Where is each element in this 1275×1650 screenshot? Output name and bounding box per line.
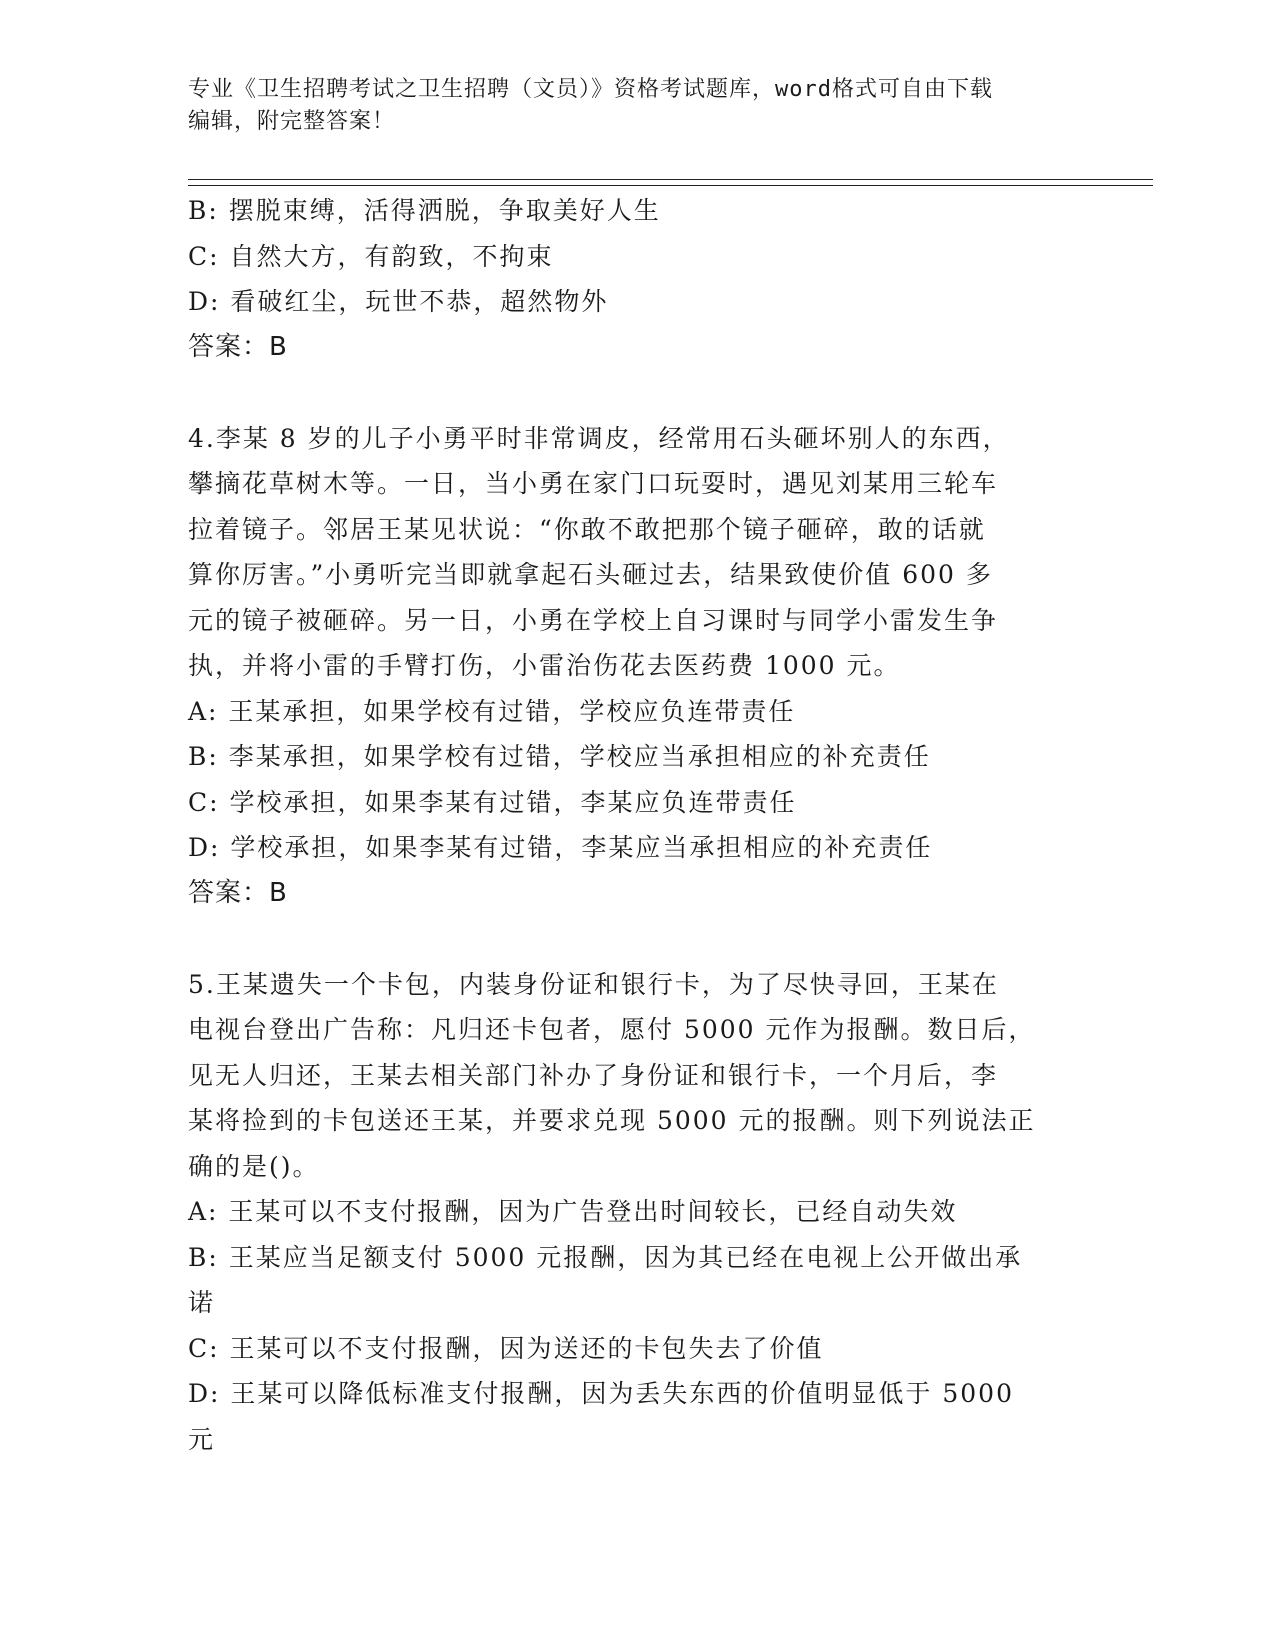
q4-option-d: D: 学校承担，如果李某有过错，李某应当承担相应的补充责任 <box>188 833 933 862</box>
q5-option-b-continued: 诺 <box>188 1288 216 1317</box>
q5-option-b: B: 王某应当足额支付 5000 元报酬，因为其已经在电视上公开做出承 <box>188 1242 1023 1272</box>
q4-answer: 答案：B <box>188 877 288 908</box>
spacer <box>188 370 1078 416</box>
header-line-1: 专业《卫生招聘考试之卫生招聘（文员）》资格考试题库，word格式可自由下载 <box>188 77 993 102</box>
question-content <box>188 188 1078 1462</box>
question-5 <box>188 962 1078 1463</box>
q4-stem-line: 算你厉害。”小勇听完当即就拿起石头砸过去，结果致使价值 600 多 <box>188 560 993 589</box>
q3-option-c: C: 自然大方，有韵致，不拘束 <box>188 241 554 271</box>
q5-option-c: C: 王某可以不支付报酬，因为送还的卡包失去了价值 <box>188 1333 824 1363</box>
q5-stem-line: 某将捡到的卡包送还王某，并要求兑现 5000 元的报酬。则下列说法正 <box>188 1106 1036 1135</box>
q5-stem-line: 确的是()。 <box>188 1151 320 1181</box>
q5-option-d-continued: 元 <box>188 1424 216 1454</box>
q5-option-d: D: 王某可以降低标准支付报酬，因为丢失东西的价值明显低于 5000 <box>188 1379 1014 1408</box>
q4-option-a: A: 王某承担，如果学校有过错，学校应负连带责任 <box>188 696 796 726</box>
q5-stem-line: 见无人归还，王某去相关部门补办了身份证和银行卡，一个月后，李 <box>188 1060 999 1090</box>
q5-stem-line: 电视台登出广告称：凡归还卡包者，愿付 5000 元作为报酬。数日后， <box>188 1015 1036 1044</box>
q5-stem-line: 5.王某遗失一个卡包，内装身份证和银行卡，为了尽快寻回，王某在 <box>188 969 999 999</box>
q4-stem-line: 拉着镜子。邻居王某见状说：“你敢不敢把那个镜子砸碎，敢的话就 <box>188 514 986 544</box>
q3-answer: 答案：B <box>188 331 288 362</box>
q4-stem-line: 元的镜子被砸碎。另一日，小勇在学校上自习课时与同学小雷发生争 <box>188 605 999 635</box>
q4-stem-line: 4.李某 8 岁的儿子小勇平时非常调皮，经常用石头砸坏别人的东西， <box>188 423 1010 453</box>
header-rule-bottom <box>188 185 1153 186</box>
document-header <box>188 74 1068 138</box>
header-line-2: 编辑，附完整答案！ <box>188 109 396 134</box>
spacer <box>188 916 1078 962</box>
q3-option-b: B: 摆脱束缚，活得洒脱，争取美好人生 <box>188 196 661 225</box>
q4-option-b: B: 李某承担，如果学校有过错，学校应当承担相应的补充责任 <box>188 742 931 771</box>
q4-option-c: C: 学校承担，如果李某有过错，李某应负连带责任 <box>188 787 797 817</box>
q4-stem-line: 攀摘花草树木等。一日，当小勇在家门口玩耍时，遇见刘某用三轮车 <box>188 469 999 498</box>
header-rule-top <box>188 179 1153 180</box>
q3-option-d: D: 看破红尘，玩世不恭，超然物外 <box>188 287 609 316</box>
question-3-tail <box>188 188 1078 370</box>
q4-stem-line: 执，并将小雷的手臂打伤，小雷治伤花去医药费 1000 元。 <box>188 651 901 680</box>
question-4 <box>188 416 1078 917</box>
q5-option-a: A: 王某可以不支付报酬，因为广告登出时间较长，已经自动失效 <box>188 1197 958 1226</box>
